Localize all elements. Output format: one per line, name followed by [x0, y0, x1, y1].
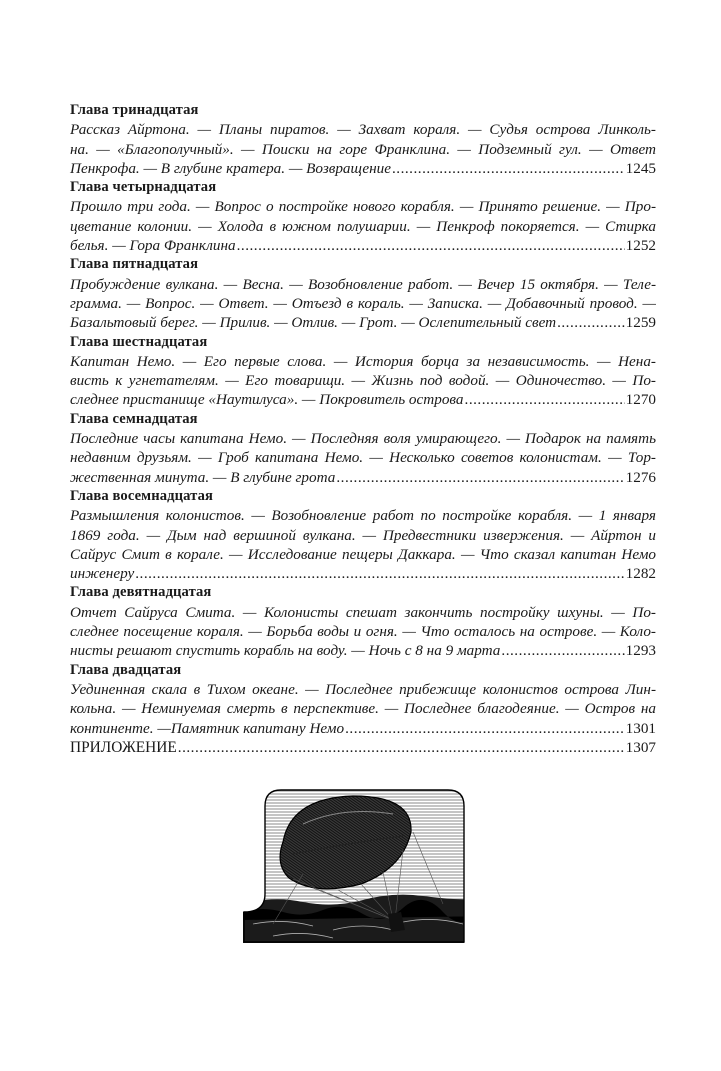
- chapter-entry-link[interactable]: [70, 313, 656, 332]
- chapter-title: Глава двадцатая: [70, 661, 182, 678]
- chapter-entry-link[interactable]: [70, 390, 656, 409]
- chapter-title: Глава восемнадцатая: [70, 487, 213, 504]
- chapter-summary-line: Рассказ Айртона. — Планы пиратов. — Захват кораля. — Судья острова Линколь-: [70, 121, 656, 139]
- chapter-20: [70, 661, 656, 738]
- page-number: 1282: [625, 565, 656, 583]
- chapter-entry-link[interactable]: [70, 468, 656, 487]
- chapter-summary-line: Уединенная скала в Тихом океане. — Последнее прибежище колонистов острова Лин-: [70, 680, 656, 698]
- chapter-summary-line: нисты решают спустить корабль на воду. — Ночь с 8 на 9 марта: [70, 642, 501, 660]
- chapter-18: [70, 487, 656, 583]
- page-number: 1252: [625, 237, 656, 255]
- chapter-entry-link[interactable]: [70, 641, 656, 660]
- dot-leader: [557, 313, 625, 332]
- chapter-summary-line: Базальтовый берег. — Прилив. — Отлив. — Грот. — Ослепительный свет: [70, 314, 557, 332]
- chapter-14: [70, 178, 656, 255]
- chapter-summary-line: Размышления колонистов. — Возобновление работ по постройке корабля. — 1 января: [70, 507, 656, 525]
- chapter-summary-line: жественная минута. — В глубине грота: [70, 468, 336, 486]
- balloon-over-sea-engraving-icon: [243, 784, 486, 943]
- chapter-summary-line: Прошло три года. — Вопрос о постройке нового корабля. — Принято решение. — Про-: [70, 198, 656, 216]
- chapter-summary-line: Последние часы капитана Немо. — Последняя воля умирающего. — Подарок на память: [70, 430, 656, 448]
- chapter-summary-line: кольна. — Неминуемая смерть в перспективе. — Последнее благодеяние. — Остров на: [70, 700, 656, 718]
- chapter-summary-line: следнее посещение кораля. — Борьба воды и огня. — Что осталось на острове. — Коло-: [70, 623, 656, 641]
- chapter-title: Глава пятнадцатая: [70, 256, 199, 273]
- page-number: 1293: [625, 642, 656, 660]
- chapter-summary-line: грамма. — Вопрос. — Ответ. — Отъезд в кораль. — Записка. — Добавочный провод. —: [70, 294, 656, 312]
- sea-waves: [243, 895, 486, 943]
- chapter-summary-line: Пенкрофа. — В глубине кратера. — Возвращение: [70, 159, 391, 177]
- dot-leader: [465, 390, 625, 409]
- chapter-19: [70, 583, 656, 660]
- chapter-summary-line: висть к угнетателям. — Его товарищи. — Жизнь под водой. — Одиночество. — По-: [70, 372, 656, 390]
- chapter-summary-line: Пробуждение вулкана. — Весна. — Возобновление работ. — Вечер 15 октября. — Теле-: [70, 275, 656, 293]
- chapter-summary-line: Отчет Сайруса Смита. — Колонисты спешат закончить постройку шхуны. — По-: [70, 603, 656, 621]
- chapter-17: [70, 410, 656, 487]
- chapter-entry-link[interactable]: [70, 159, 656, 178]
- dot-leader: [237, 236, 625, 255]
- chapter-title: Глава тринадцатая: [70, 102, 199, 118]
- page-number: 1259: [625, 314, 656, 332]
- appendix-entry-link[interactable]: [70, 738, 656, 757]
- chapter-title: Глава семнадцатая: [70, 410, 198, 427]
- chapter-summary-line: инженеру: [70, 565, 135, 583]
- chapter-summary-line: следнее пристанище «Наутилуса». — Покровитель острова: [70, 391, 464, 409]
- page-number: 1270: [625, 391, 656, 409]
- chapter-13: [70, 101, 656, 178]
- dot-leader: [345, 719, 625, 738]
- chapter-summary-line: белья. — Гора Франклина: [70, 237, 236, 255]
- dot-leader: [178, 738, 625, 757]
- chapter-entry-link[interactable]: [70, 564, 656, 583]
- dot-leader: [336, 468, 624, 487]
- dot-leader: [501, 641, 624, 660]
- page-number: 1307: [625, 738, 656, 756]
- chapter-summary-line: континенте. —Памятник капитану Немо: [70, 719, 345, 737]
- page-number: 1301: [625, 719, 656, 737]
- chapter-summary-line: Капитан Немо. — Его первые слова. — История борца за независимость. — Нена-: [70, 352, 656, 370]
- chapter-summary-line: недавним друзьям. — Гроб капитана Немо. — Несколько советов колонистам. — Тор-: [70, 449, 656, 467]
- chapter-title: Глава четырнадцатая: [70, 179, 217, 196]
- chapter-16: [70, 333, 656, 410]
- chapter-entry-link[interactable]: [70, 236, 656, 255]
- chapter-summary-line: 1869 года. — Дым над вершиной вулкана. — Предвестники извержения. — Айртон и: [70, 526, 656, 544]
- dot-leader: [135, 564, 624, 583]
- chapter-title: Глава девятнадцатая: [70, 584, 212, 601]
- chapter-summary-line: Сайрус Смит в корале. — Исследование пещеры Даккара. — Что сказал капитан Немо: [70, 545, 656, 563]
- chapter-summary-line: цветание колонии. — Холода в южном полушарии. — Пенкроф покоряется. — Стирка: [70, 217, 656, 235]
- chapter-summary-line: на. — «Благополучный». — Поиски на горе Франклина. — Подземный гул. — Ответ: [70, 140, 656, 158]
- dot-leader: [392, 159, 625, 178]
- page-number: 1245: [625, 159, 656, 177]
- table-of-contents: [70, 101, 656, 757]
- chapter-15: [70, 255, 656, 332]
- appendix-label: ПРИЛОЖЕНИЕ: [70, 738, 177, 756]
- chapter-title: Глава шестнадцатая: [70, 333, 208, 350]
- chapter-entry-link[interactable]: [70, 719, 656, 738]
- page-number: 1276: [625, 468, 656, 486]
